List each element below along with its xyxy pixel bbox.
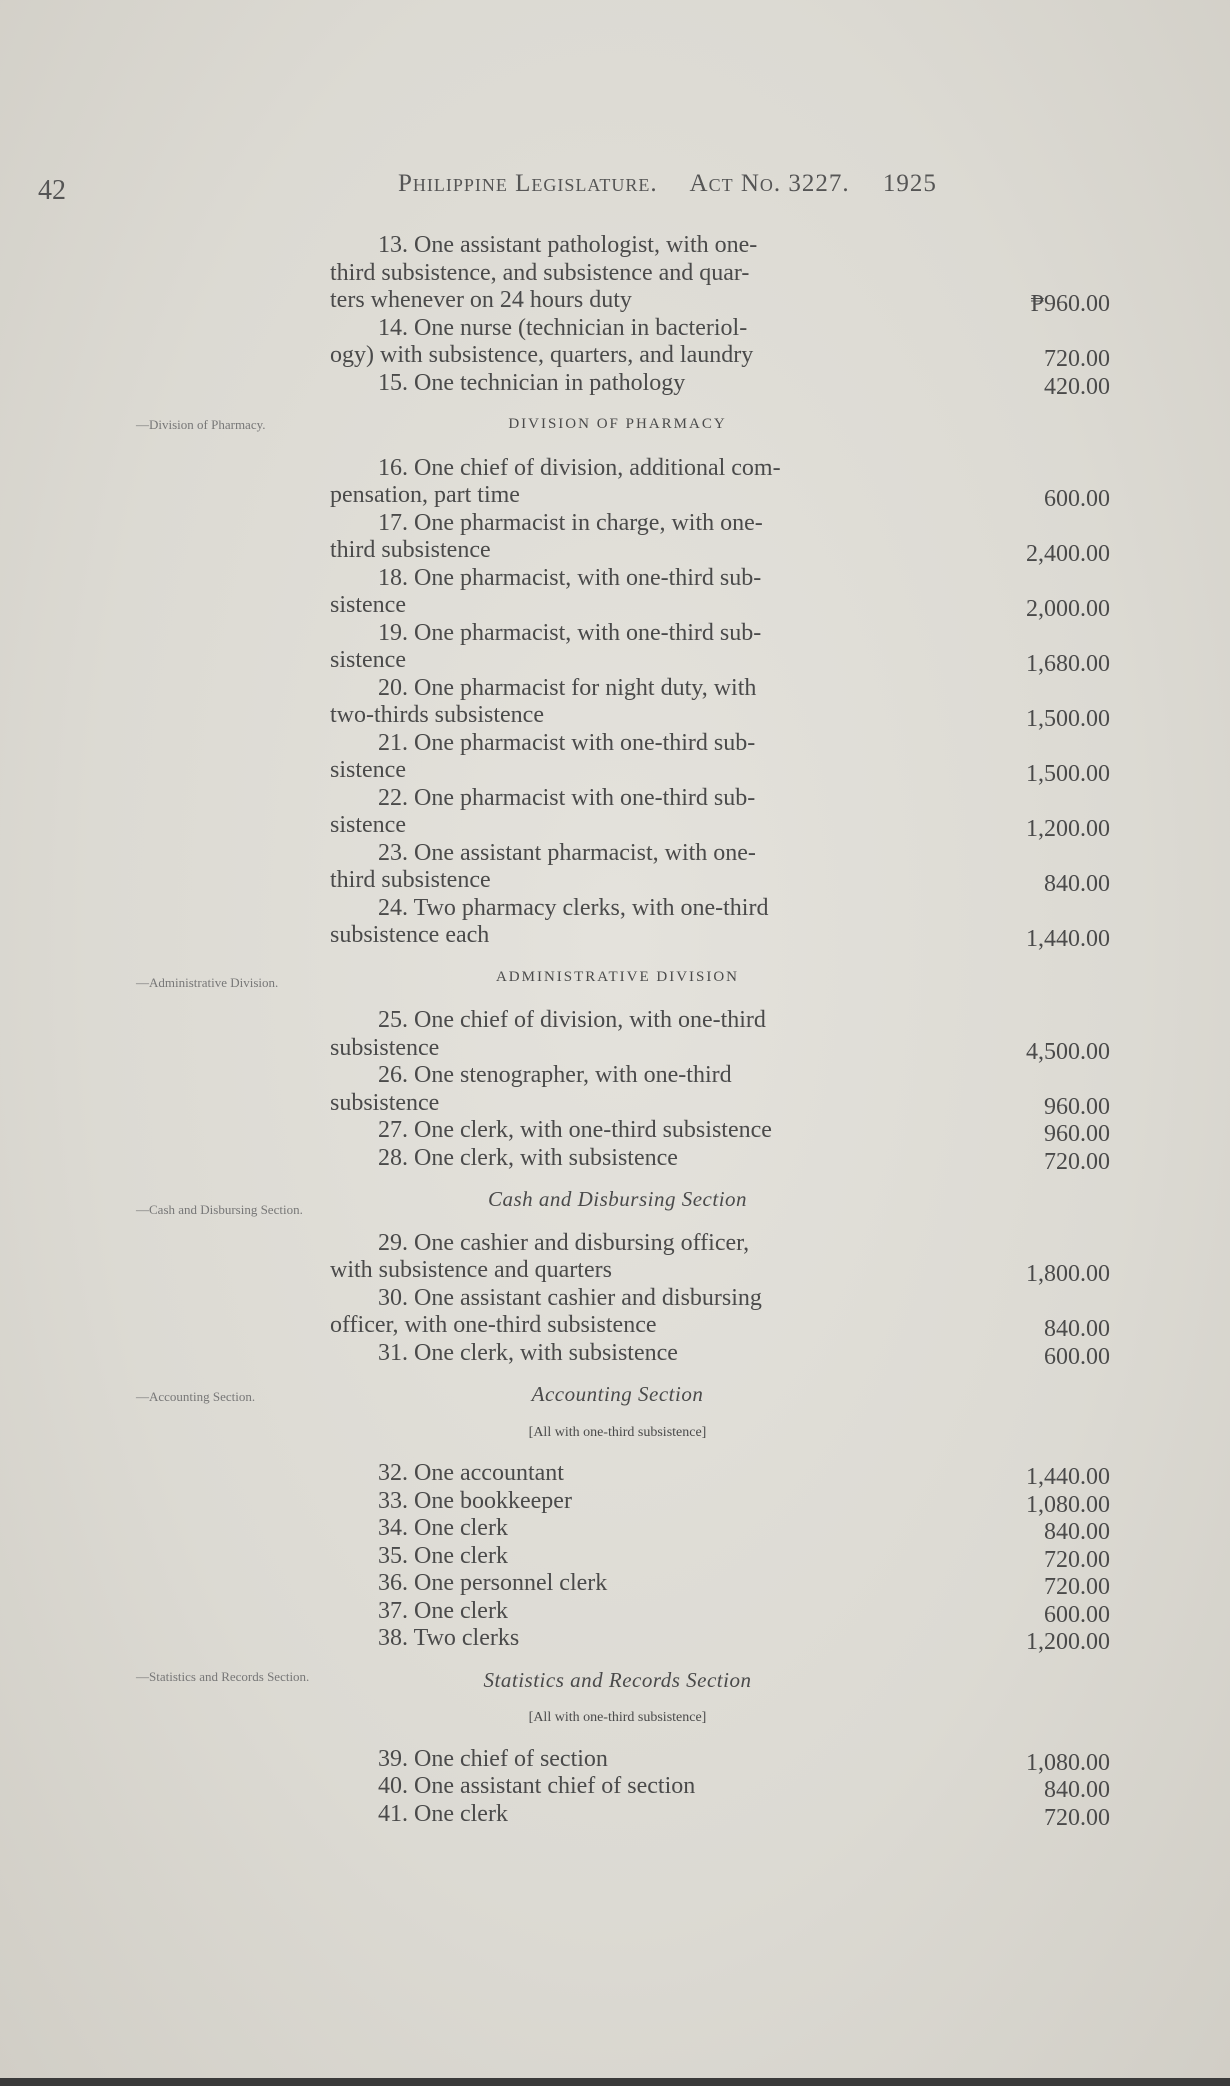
item-text: One pharmacist, with one-third sub- <box>414 619 762 646</box>
item-text: One chief of section <box>414 1745 608 1772</box>
item-amount: 600.00 <box>1044 486 1110 512</box>
line-item <box>330 370 1110 398</box>
item-text: One pharmacist for night duty, with <box>414 674 757 701</box>
line-item <box>330 510 1110 565</box>
line-item <box>330 895 1110 950</box>
item-amount: 720.00 <box>1044 1546 1110 1573</box>
line-item <box>330 675 1110 730</box>
item-number: 16. <box>378 454 408 481</box>
item-number: 23. <box>378 839 408 866</box>
item-number: 21. <box>378 729 408 756</box>
line-item <box>330 1117 1110 1145</box>
item-number: 32. <box>378 1460 408 1486</box>
item-number: 20. <box>378 674 408 701</box>
item-amount: 1,800.00 <box>1026 1261 1110 1287</box>
heading-statistics: Statistics and Records Section <box>483 1667 752 1692</box>
item-text-continued: third subsistence <box>330 537 491 563</box>
item-amount: 600.00 <box>1044 1601 1110 1628</box>
item-text-continued: subsistence <box>330 1034 440 1061</box>
line-item <box>330 1801 1110 1829</box>
line-item <box>330 1062 1110 1120</box>
heading-administrative: ADMINISTRATIVE DIVISION <box>495 968 740 985</box>
page-number: 42 <box>38 175 66 206</box>
item-number: 18. <box>378 564 408 591</box>
item-text: One chief of division, with one-third <box>414 1007 766 1033</box>
items-group-pathology <box>330 232 1110 400</box>
item-text-continued: ogy) with subsistence, quarters, and laundry <box>330 342 754 368</box>
line-item <box>330 620 1110 675</box>
item-amount: 840.00 <box>1044 1519 1110 1545</box>
item-text: One assistant pharmacist, with one- <box>414 839 756 866</box>
item-text-continued: sistence <box>330 757 406 783</box>
item-text: One clerk <box>414 1597 508 1624</box>
item-amount: 4,500.00 <box>1026 1038 1110 1065</box>
item-text: One cashier and disbursing officer, <box>414 1229 750 1256</box>
item-number: 33. <box>378 1487 408 1514</box>
item-amount: 1,440.00 <box>1026 926 1110 952</box>
item-text: One assistant cashier and disbursing <box>414 1284 762 1311</box>
item-amount: 720.00 <box>1044 1804 1110 1831</box>
item-amount: 1,200.00 <box>1026 1629 1110 1655</box>
line-item <box>330 730 1110 785</box>
item-text: One clerk <box>414 1800 508 1827</box>
item-number: 40. <box>378 1773 408 1799</box>
item-number: 31. <box>378 1339 408 1366</box>
item-amount: 1,500.00 <box>1026 761 1110 787</box>
item-text-continued: pensation, part time <box>330 482 520 508</box>
heading-pharmacy: DIVISION OF PHARMACY <box>508 416 727 432</box>
line-item <box>330 1543 1110 1571</box>
item-amount: 1,200.00 <box>1026 816 1110 842</box>
item-amount: 2,400.00 <box>1026 541 1110 567</box>
item-number: 41. <box>378 1800 408 1827</box>
margin-note-cash: —Cash and Disbursing Section. <box>136 1202 303 1217</box>
item-number: 25. <box>378 1007 408 1033</box>
item-text: One assistant pathologist, with one- <box>414 232 758 258</box>
note-statistics: [All with one-third subsistence] <box>528 1710 707 1725</box>
item-amount: 600.00 <box>1044 1343 1110 1370</box>
line-item <box>330 455 1110 510</box>
item-text: One technician in pathology <box>414 369 686 396</box>
item-amount: 1,080.00 <box>1026 1749 1110 1776</box>
item-text-continued: sistence <box>330 812 406 838</box>
margin-note-administrative: —Administrative Division. <box>136 975 279 990</box>
line-item <box>330 1598 1110 1626</box>
item-text: One chief of division, additional com- <box>414 454 781 481</box>
item-amount: 840.00 <box>1044 1316 1110 1342</box>
item-number: 35. <box>378 1542 408 1569</box>
item-text: One assistant chief of section <box>414 1773 696 1799</box>
item-number: 30. <box>378 1284 408 1311</box>
item-amount: 960.00 <box>1044 1121 1110 1147</box>
line-item <box>330 1570 1110 1598</box>
item-number: 39. <box>378 1745 408 1772</box>
item-number: 14. <box>378 314 408 341</box>
item-text: One pharmacist, with one-third sub- <box>414 564 762 591</box>
margin-note-accounting: —Accounting Section. <box>136 1389 256 1404</box>
items-group-cash <box>330 1230 1110 1368</box>
item-number: 34. <box>378 1515 408 1541</box>
line-item <box>330 785 1110 840</box>
item-text-continued: sistence <box>330 647 406 673</box>
item-amount: 420.00 <box>1044 373 1110 400</box>
item-amount: ₱960.00 <box>1030 291 1110 317</box>
item-text: One clerk, with subsistence <box>414 1339 678 1366</box>
item-number: 36. <box>378 1570 408 1596</box>
item-amount: 840.00 <box>1044 1777 1110 1803</box>
item-text: Two pharmacy clerks, with one-third <box>413 894 769 921</box>
item-number: 24. <box>378 894 408 921</box>
item-text: One pharmacist with one-third sub- <box>414 729 756 756</box>
item-text: One pharmacist with one-third sub- <box>414 784 756 811</box>
line-item <box>330 1488 1110 1516</box>
item-number: 37. <box>378 1597 408 1624</box>
item-text-continued: third subsistence <box>330 867 491 893</box>
line-item <box>330 315 1110 370</box>
line-item <box>330 1515 1110 1543</box>
item-number: 15. <box>378 369 408 396</box>
item-number: 27. <box>378 1117 408 1143</box>
item-text: One nurse (technician in bacteriol- <box>414 314 748 341</box>
item-text: One accountant <box>414 1460 564 1486</box>
line-item <box>330 232 1110 315</box>
item-text: One bookkeeper <box>414 1487 572 1514</box>
item-amount: 720.00 <box>1044 1148 1110 1175</box>
item-amount: 1,680.00 <box>1026 651 1110 677</box>
running-head-act: Act No. 3227. <box>689 170 850 197</box>
item-text-continued: subsistence <box>330 1089 440 1116</box>
item-text-continued: two-thirds subsistence <box>330 702 544 728</box>
item-number: 13. <box>378 232 408 258</box>
running-head <box>398 170 1038 198</box>
line-item <box>330 840 1110 895</box>
item-amount: 2,000.00 <box>1026 596 1110 622</box>
item-text-continued: sistence <box>330 592 406 618</box>
item-text: One personnel clerk <box>414 1570 608 1596</box>
note-accounting: [All with one-third subsistence] <box>528 1424 707 1440</box>
items-group-pharmacy <box>330 455 1110 950</box>
item-amount: 1,440.00 <box>1026 1464 1110 1490</box>
line-item <box>330 1285 1110 1340</box>
line-item <box>330 565 1110 620</box>
line-item <box>330 1460 1110 1488</box>
item-text-continued: ters whenever on 24 hours duty <box>330 287 632 313</box>
items-group-accounting <box>330 1460 1110 1653</box>
line-item <box>330 1230 1110 1285</box>
item-text-continued: with subsistence and quarters <box>330 1257 612 1283</box>
item-number: 22. <box>378 784 408 811</box>
line-item <box>330 1145 1110 1173</box>
item-text: One stenographer, with one-third <box>414 1062 732 1088</box>
running-head-year: 1925 <box>882 170 937 197</box>
item-text: One clerk <box>414 1515 508 1541</box>
item-amount: 1,500.00 <box>1026 706 1110 732</box>
line-item <box>330 1007 1110 1065</box>
line-item <box>330 1625 1110 1653</box>
item-text-continued: subsistence each <box>330 922 490 948</box>
item-text: One clerk <box>414 1542 508 1569</box>
item-text: One clerk, with one-third subsistence <box>414 1117 772 1143</box>
item-text-continued: officer, with one-third subsistence <box>330 1312 657 1338</box>
item-number: 19. <box>378 619 408 646</box>
line-item <box>330 1746 1110 1774</box>
item-amount: 840.00 <box>1044 871 1110 897</box>
item-number: 38. <box>378 1625 408 1651</box>
item-text: Two clerks <box>413 1625 520 1651</box>
items-group-statistics <box>330 1746 1110 1829</box>
item-amount: 960.00 <box>1044 1093 1110 1120</box>
item-amount: 720.00 <box>1044 1574 1110 1600</box>
item-amount: 1,080.00 <box>1026 1491 1110 1518</box>
item-number: 28. <box>378 1144 408 1171</box>
item-number: 29. <box>378 1229 408 1256</box>
running-head-title: Philippine Legislature. <box>398 170 658 197</box>
heading-accounting: Accounting Section <box>531 1382 704 1406</box>
item-text-continued: third subsistence, and subsistence and quar- <box>330 259 750 286</box>
heading-cash: Cash and Disbursing Section <box>487 1187 748 1211</box>
margin-note-statistics: —Statistics and Records Section. <box>136 1669 310 1684</box>
line-item <box>330 1340 1110 1368</box>
content <box>330 232 1110 1831</box>
line-item <box>330 1773 1110 1801</box>
item-amount: 720.00 <box>1044 346 1110 372</box>
item-number: 17. <box>378 509 408 536</box>
items-group-administrative <box>330 1007 1110 1175</box>
item-text: One pharmacist in charge, with one- <box>414 509 763 536</box>
margin-note-pharmacy: —Division of Pharmacy. <box>136 417 266 432</box>
item-number: 26. <box>378 1062 408 1088</box>
item-text: One clerk, with subsistence <box>414 1144 678 1171</box>
scan-footer-strip <box>0 2078 1230 2086</box>
